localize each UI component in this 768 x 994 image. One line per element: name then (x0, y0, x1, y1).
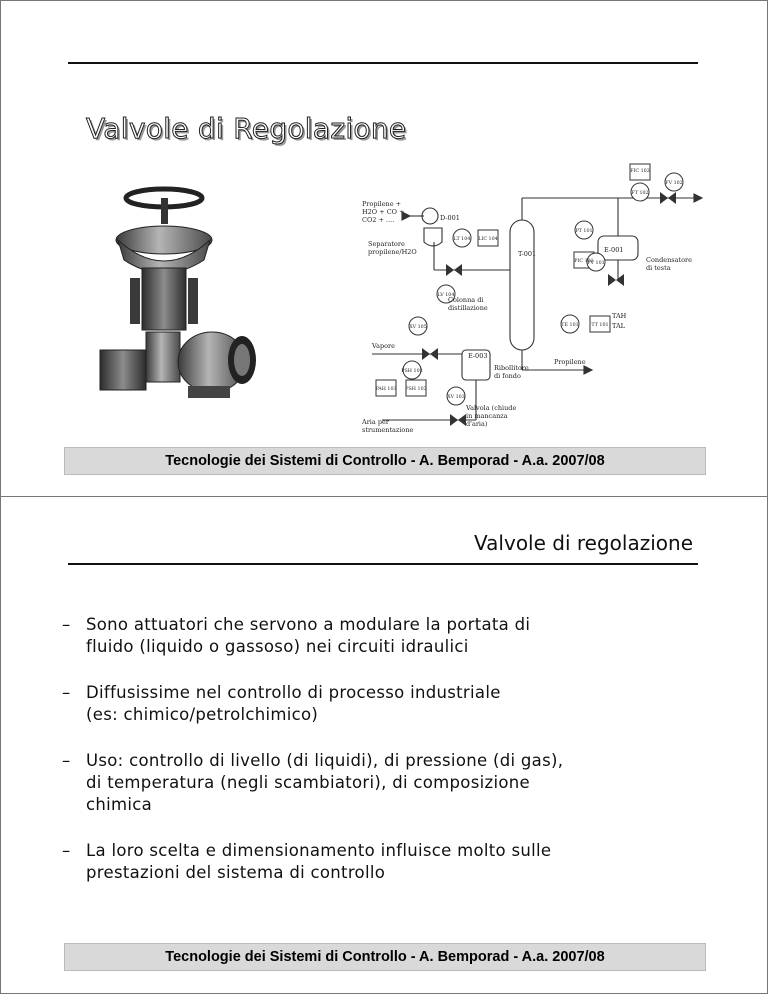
tag-ft102: FT 102 (631, 191, 649, 196)
feed-label-2: H2O + CO + (362, 208, 405, 216)
air-label-2: strumentazione (362, 426, 414, 434)
feed-label-3: CO2 + .... (362, 216, 395, 224)
tag-pah103: PAH 103 (375, 387, 397, 392)
tag-lic104: LIC 104 (478, 237, 498, 242)
pid-diagram (358, 158, 704, 436)
alarm-low: TAL (612, 322, 625, 330)
product-label: Propilene (554, 358, 586, 366)
reboiler-label-1: Ribollitore (494, 364, 529, 372)
tag-tt101: TT 101 (591, 323, 609, 328)
bullet-dash: – (62, 751, 71, 770)
eq-e003: E-003 (468, 352, 488, 360)
tag-lv104: LV 104 (437, 293, 455, 298)
alarm-high: TAH (612, 312, 627, 320)
reboiler-label-2: di fondo (494, 372, 521, 380)
feed-label-1: Propilene + (362, 200, 402, 208)
slide-divider (0, 496, 768, 497)
bullet-line: chimica (86, 795, 153, 814)
control-valve-photo (92, 182, 288, 412)
bullet-item (62, 840, 726, 884)
title-rule-2 (68, 563, 698, 565)
bullet-line: prestazioni del sistema di controllo (86, 863, 386, 882)
tag-lt104: LT 104 (453, 237, 471, 242)
steam-label: Vapore (372, 342, 396, 350)
tag-pv101: PV 101 (587, 261, 605, 266)
tag-xv103: XV 103 (447, 395, 465, 400)
tag-fic102: FIC 102 (630, 169, 650, 174)
bullet-item (62, 682, 726, 726)
bullet-line: Diffusissime nel controllo di processo industriale (86, 683, 501, 702)
bullet-item (62, 750, 726, 816)
air-label-1: Aria per (362, 418, 389, 426)
bullet-line: Uso: controllo di livello (di liquidi), di pressione (di gas), (86, 751, 564, 770)
tag-fv102: FV 102 (665, 181, 683, 186)
bullet-line: fluido (liquido o gassoso) nei circuiti idraulici (86, 637, 469, 656)
tag-pic101: PIC 101 (574, 259, 594, 264)
tag-xv105: XV 105 (409, 325, 427, 330)
bullet-list (62, 614, 726, 908)
bullet-dash: – (62, 683, 71, 702)
tag-psh103b: PSH 103 (405, 387, 427, 392)
slide-1-footer: Tecnologie dei Sistemi di Controllo - A. Bemporad - A.a. 2007/08 (64, 447, 706, 475)
condenser-label-2: di testa (646, 264, 671, 272)
column-label-2: distillazione (448, 304, 488, 312)
slide-2-footer: Tecnologie dei Sistemi di Controllo - A. Bemporad - A.a. 2007/08 (64, 943, 706, 971)
bullet-line: La loro scelta e dimensionamento influisce molto sulle (86, 841, 552, 860)
tag-te101: TE 101 (561, 323, 579, 328)
tag-pt101: PT 101 (575, 229, 593, 234)
bullet-line: di temperatura (negli scambiatori), di composizione (86, 773, 530, 792)
eq-t001: T-001 (518, 250, 537, 258)
separator-label-1: Separatore (368, 240, 405, 248)
slide-2-title: Valvole di regolazione (474, 531, 693, 555)
bullet-line: Sono attuatori che servono a modulare la portata di (86, 615, 531, 634)
title-rule (68, 62, 698, 64)
valve-note-2: in mancanza (466, 412, 508, 420)
tag-psh103: PSH 103 (401, 369, 423, 374)
slide-1-title: Valvole di Regolazione (86, 112, 407, 145)
bullet-item (62, 614, 726, 658)
eq-d001: D-001 (440, 214, 460, 222)
bullet-dash: – (62, 841, 71, 860)
condenser-label-1: Condensatore (646, 256, 692, 264)
bullet-line: (es: chimico/petrolchimico) (86, 705, 319, 724)
valve-note-1: Valvola (chiude (466, 404, 517, 412)
valve-note-3: d'aria) (466, 420, 488, 428)
column-label-1: Colonna di (448, 296, 484, 304)
eq-e001: E-001 (604, 246, 624, 254)
bullet-dash: – (62, 615, 71, 634)
separator-label-2: propilene/H2O (368, 248, 417, 256)
